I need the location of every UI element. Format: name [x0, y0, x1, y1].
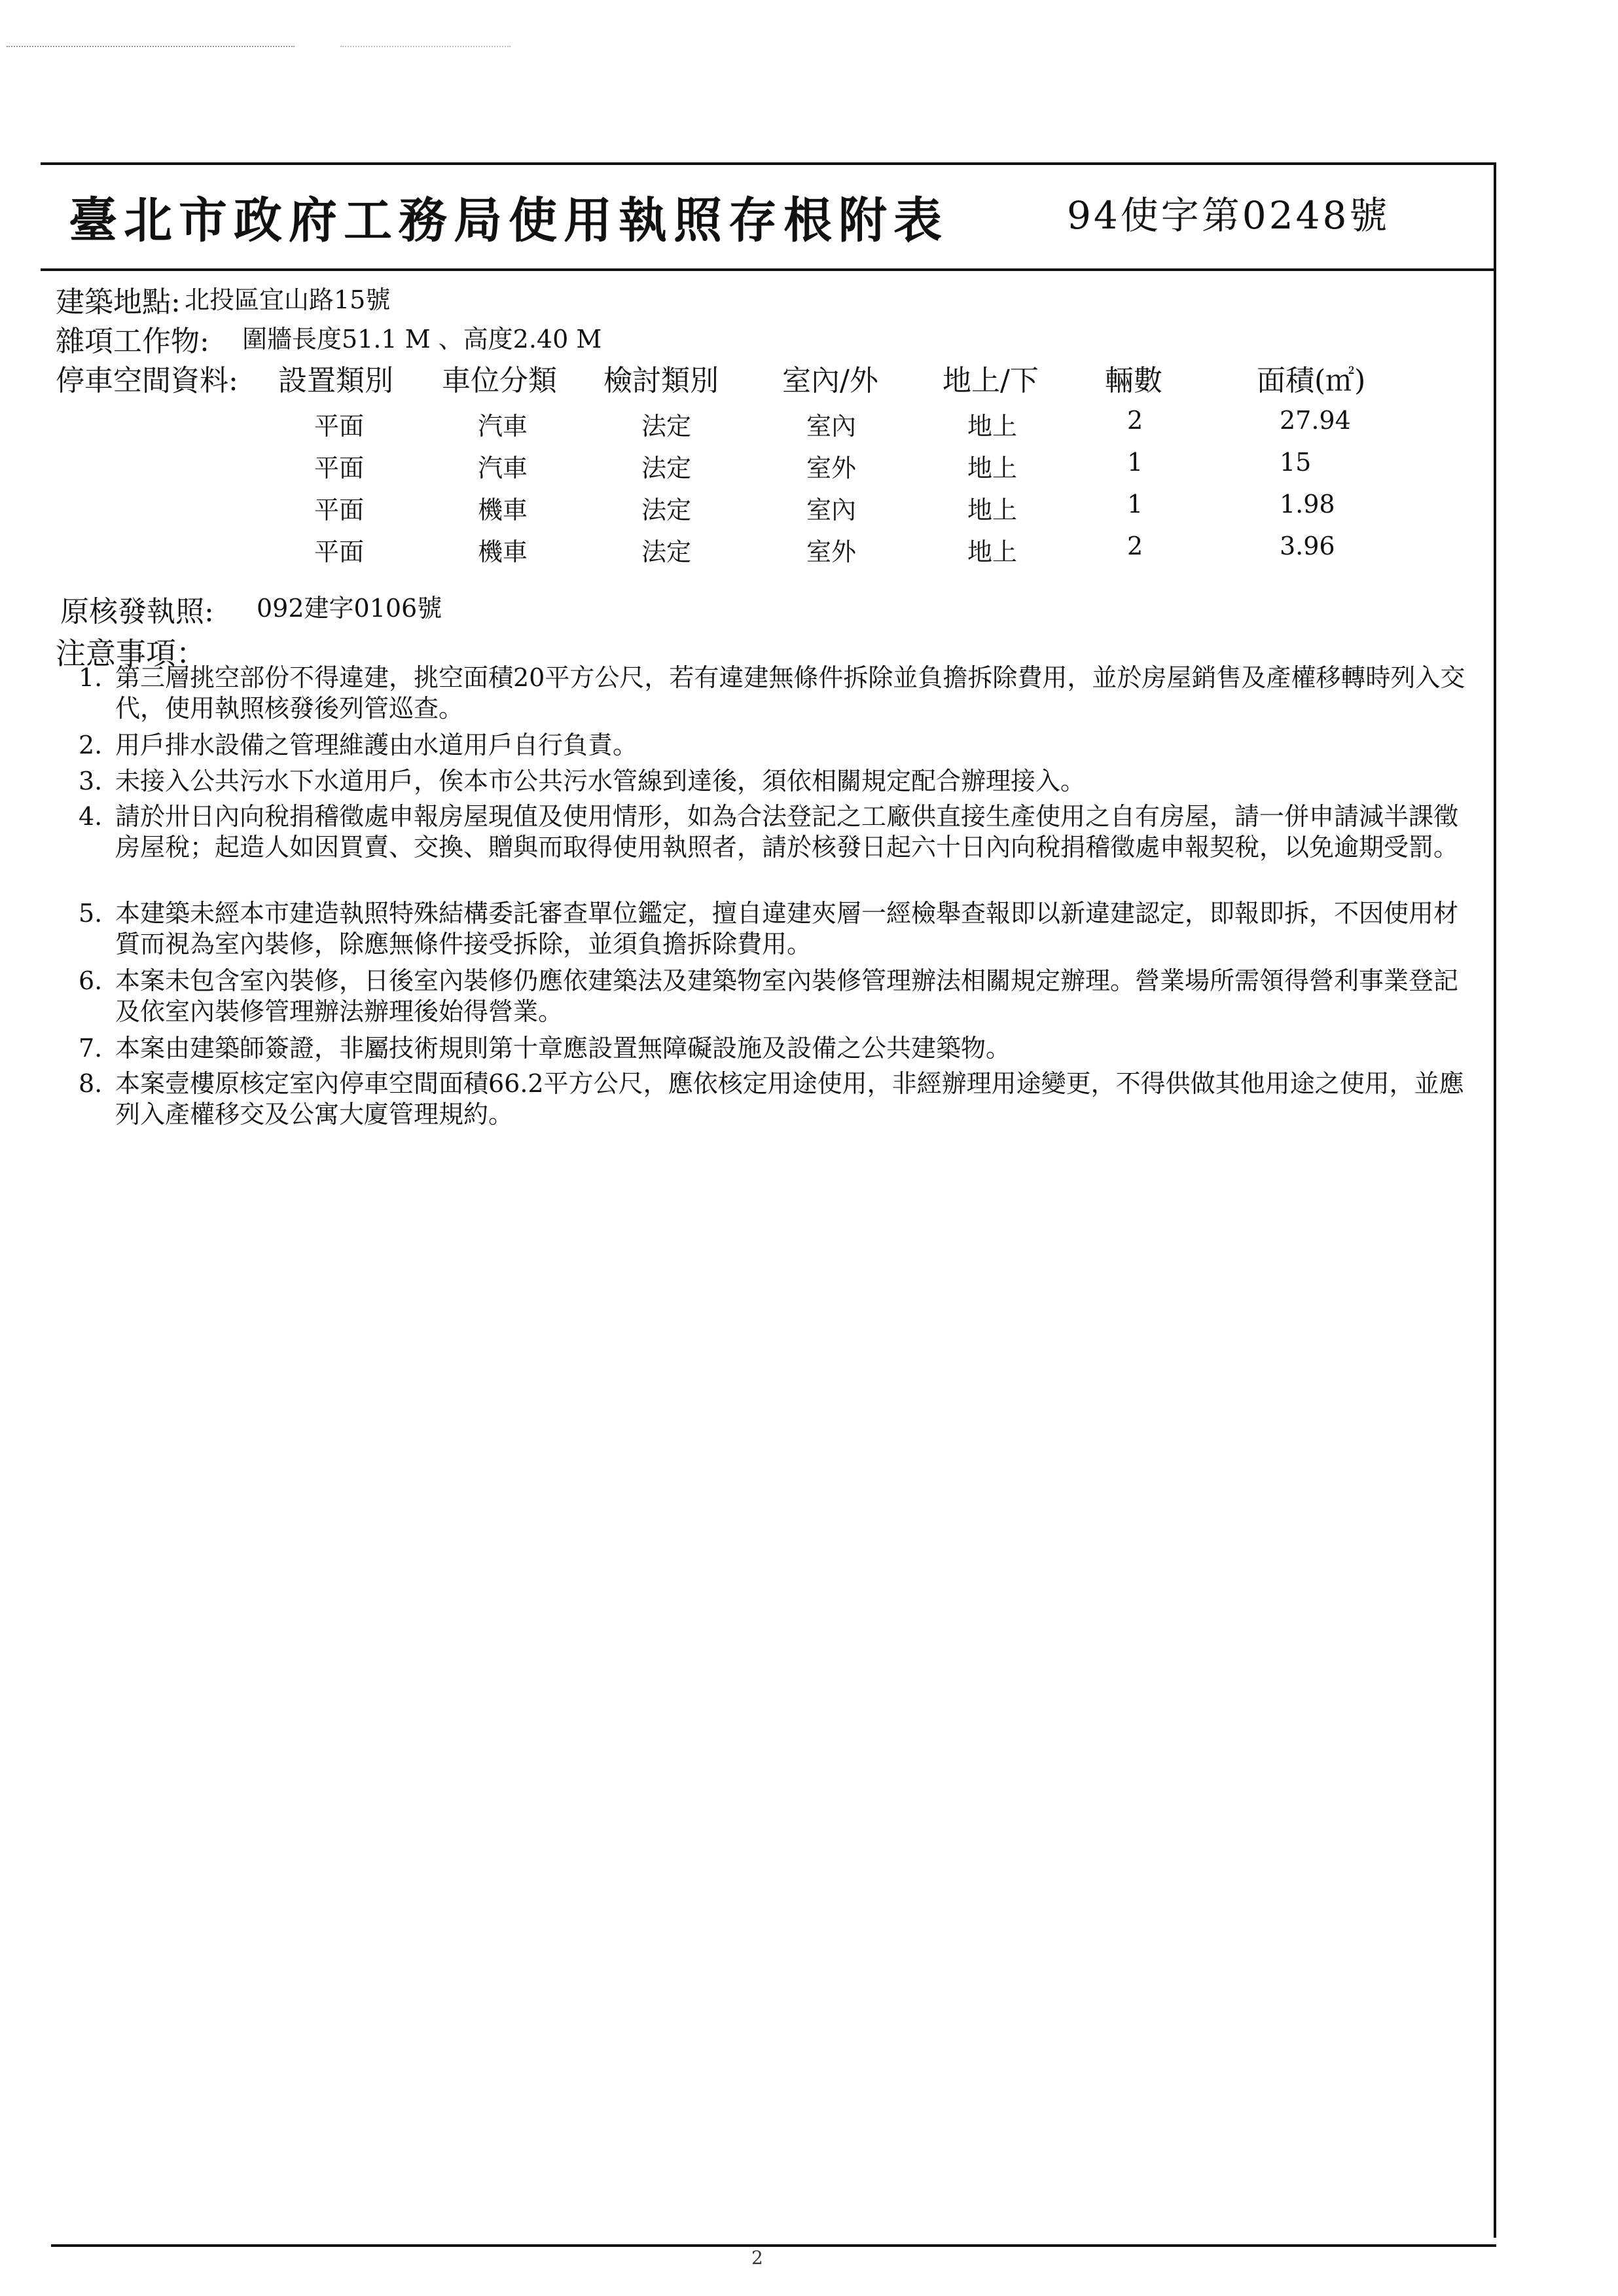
note-text: 本案壹樓原核定室內停車空間面積66.2平方公尺，應依核定用途使用，非經辦理用途變更，不得供做其他用途之使用，並應列入產權移交及公寓大廈管理規約。 — [115, 1069, 1464, 1129]
table-header-indoor-outdoor: 室內/外 — [782, 364, 878, 397]
note-number: 5. — [79, 899, 103, 928]
table-cell: 汽車 — [478, 412, 528, 441]
table-cell: 1 — [1127, 448, 1143, 477]
table-cell: 法定 — [641, 496, 692, 524]
table-cell: 平面 — [314, 454, 365, 483]
original-permit-value: 092建字0106號 — [257, 594, 442, 623]
table-cell: 汽車 — [478, 454, 528, 483]
table-cell: 15 — [1280, 448, 1312, 477]
scan-artifact-line — [340, 46, 511, 47]
table-cell: 平面 — [314, 412, 365, 441]
table-cell: 法定 — [641, 454, 692, 483]
note-text: 本建築未經本市建造執照特殊結構委託審查單位鑑定，擅自違建夾層一經檢舉查報即以新違建認定，即報即拆，不因使用材質而視為室內裝修，除應無條件接受拆除，並須負擔拆除費用。 — [115, 899, 1459, 958]
scan-artifact-line — [7, 46, 295, 47]
table-cell: 平面 — [314, 496, 365, 524]
note-item — [79, 730, 1473, 761]
permit-number: 94使字第0248號 — [1067, 193, 1390, 238]
note-item — [79, 898, 1473, 960]
misc-works-value: 圍牆長度51.1 M 、高度2.40 M — [242, 325, 602, 354]
note-text: 未接入公共污水下水道用戶，俟本市公共污水管線到達後，須依相關規定配合辦理接入。 — [115, 767, 1086, 795]
table-cell: 1.98 — [1280, 490, 1335, 519]
parking-label: 停車空間資料: — [56, 364, 238, 397]
note-item — [79, 766, 1473, 797]
note-text: 用戶排水設備之管理維護由水道用戶自行負責。 — [115, 731, 638, 759]
title-divider — [41, 268, 1495, 271]
table-cell: 法定 — [641, 538, 692, 566]
note-item — [79, 663, 1473, 724]
table-cell: 2 — [1127, 532, 1143, 560]
table-cell: 室外 — [806, 454, 857, 483]
note-text: 請於卅日內向稅捐稽徵處申報房屋現值及使用情形，如為合法登記之工廠供直接生產使用之自有房屋，請一併申請減半課徵房屋稅；起造人如因買賣、交換、贈與而取得使用執照者，請於核發日起六十日內向稅捐稽徵處申報契稅，以免逾期受罰。 — [115, 802, 1459, 862]
location-label: 建築地點: — [56, 285, 181, 319]
note-item — [79, 1068, 1473, 1130]
frame-top-border — [41, 162, 1495, 165]
document-title: 臺北市政府工務局使用執照存根附表 — [69, 192, 948, 249]
table-header-review-class: 檢討類別 — [603, 364, 719, 397]
table-cell: 3.96 — [1280, 532, 1335, 560]
note-number: 8. — [79, 1069, 103, 1098]
misc-works-label: 雜項工作物: — [56, 325, 209, 358]
table-cell: 室內 — [806, 412, 857, 441]
note-text: 本案由建築師簽證，非屬技術規則第十章應設置無障礙設施及設備之公共建築物。 — [115, 1034, 1011, 1063]
note-number: 6. — [79, 966, 103, 995]
note-item — [79, 801, 1473, 863]
table-cell: 法定 — [641, 412, 692, 441]
table-cell: 1 — [1127, 490, 1143, 519]
notes-heading: 注意事項： — [56, 636, 206, 671]
table-cell: 地上 — [967, 454, 1018, 483]
table-cell: 室內 — [806, 496, 857, 524]
frame-bottom-border — [51, 2244, 1496, 2247]
note-number: 4. — [79, 802, 103, 831]
table-cell: 地上 — [967, 412, 1018, 441]
table-header-setting-type: 設置類別 — [278, 364, 393, 397]
table-header-above-below: 地上/下 — [943, 364, 1039, 397]
table-cell: 地上 — [967, 538, 1018, 566]
note-number: 7. — [79, 1034, 103, 1063]
table-cell: 機車 — [478, 538, 528, 566]
note-item — [79, 1033, 1473, 1064]
original-permit-label: 原核發執照: — [60, 595, 214, 629]
table-cell: 室外 — [806, 538, 857, 566]
frame-right-border — [1494, 162, 1496, 2238]
table-cell: 機車 — [478, 496, 528, 524]
note-number: 3. — [79, 767, 103, 795]
note-item — [79, 966, 1473, 1027]
table-cell: 27.94 — [1280, 406, 1351, 435]
table-cell: 2 — [1127, 406, 1143, 435]
note-text: 第三層挑空部份不得違建，挑空面積20平方公尺，若有違建無條件拆除並負擔拆除費用，並於房屋銷售及產權移轉時列入交代，使用執照核發後列管巡查。 — [115, 663, 1465, 723]
table-cell: 地上 — [967, 496, 1018, 524]
table-header-area: 面積(㎡) — [1257, 364, 1366, 397]
table-header-count: 輛數 — [1105, 364, 1162, 397]
note-text: 本案未包含室內裝修，日後室內裝修仍應依建築法及建築物室內裝修管理辦法相關規定辦理。營業場所需領得營利事業登記及依室內裝修管理辦法辦理後始得營業。 — [115, 966, 1459, 1026]
table-header-space-class: 車位分類 — [442, 364, 557, 397]
note-number: 1. — [79, 663, 103, 692]
note-number: 2. — [79, 731, 103, 759]
location-value: 北投區宜山路15號 — [185, 285, 391, 314]
page-number: 2 — [751, 2247, 763, 2269]
table-cell: 平面 — [314, 538, 365, 566]
